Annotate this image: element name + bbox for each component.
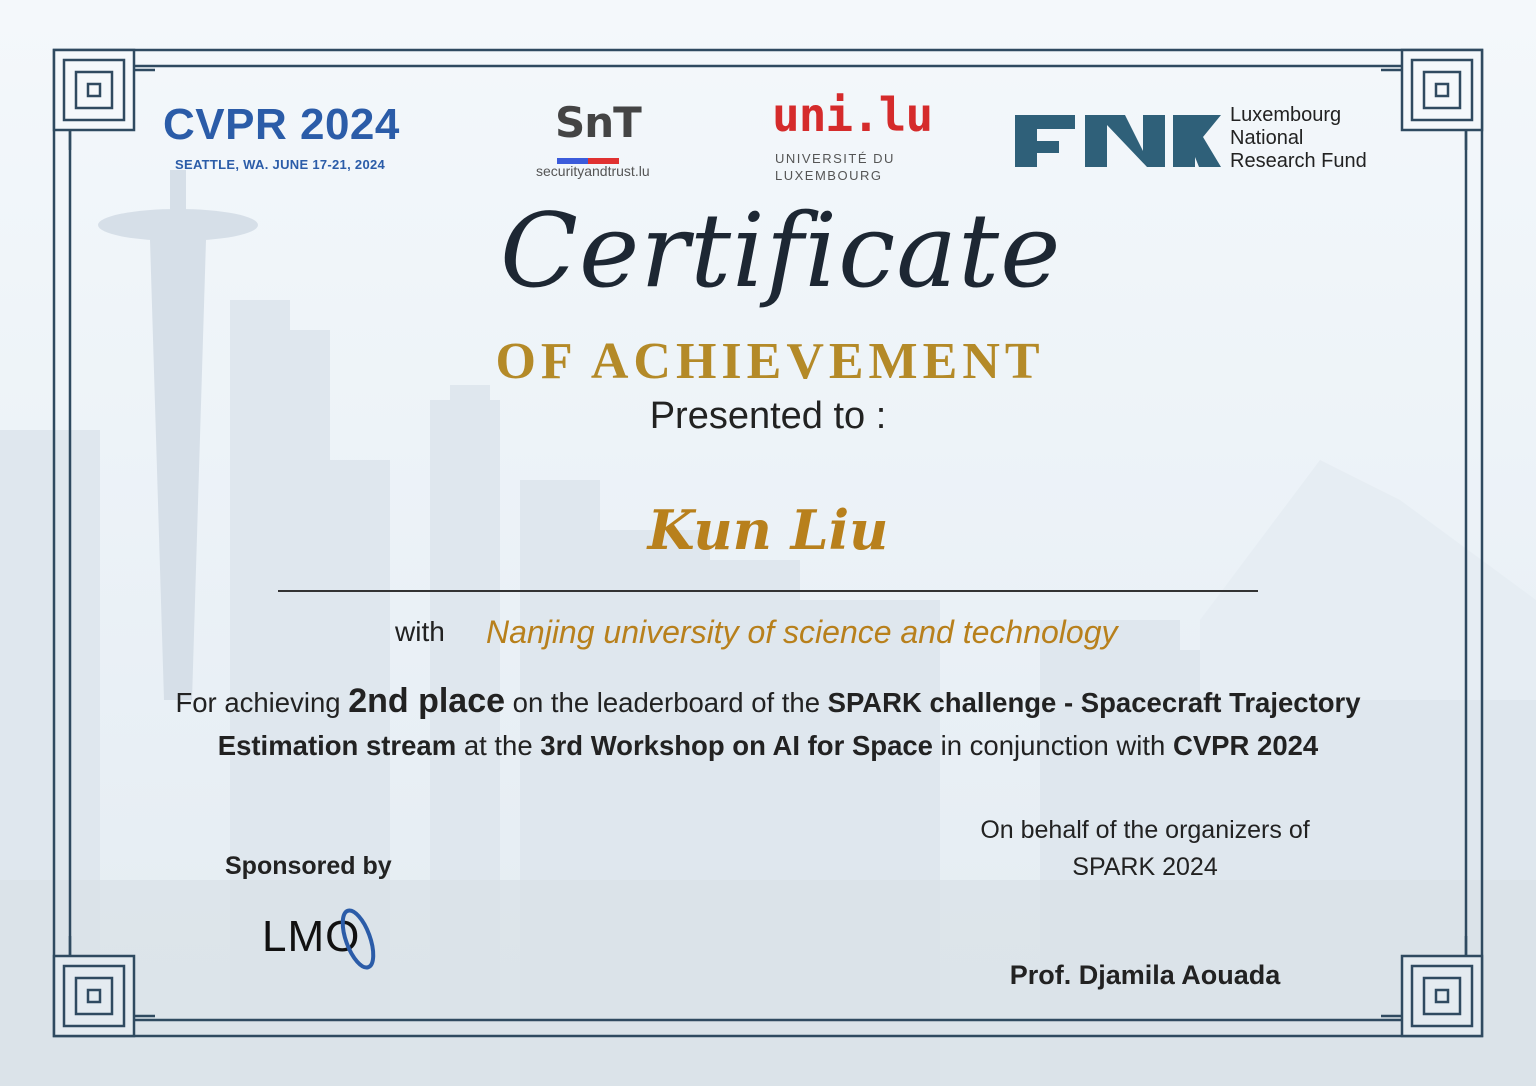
cvpr-logo-subtitle: SEATTLE, WA. JUNE 17-21, 2024	[175, 157, 386, 172]
description-part2: on the leaderboard of the	[512, 687, 828, 718]
recipient-affiliation: Nanjing university of science and technology	[486, 614, 1118, 650]
behalf-line2: SPARK 2024	[1072, 853, 1218, 881]
workshop-name: 3rd Workshop on AI for Space	[540, 730, 933, 761]
snt-logo-bar	[557, 151, 619, 157]
recipient-name: Kun Liu	[647, 498, 889, 562]
unilu-logo-line1: UNIVERSITÉ DU	[775, 151, 895, 166]
description-part3: at the	[456, 730, 541, 761]
achievement-description	[140, 680, 1396, 767]
behalf-line1: On behalf of the organizers of	[980, 816, 1310, 844]
unilu-logo: uni.lu	[772, 88, 933, 142]
certificate-subtitle: OF ACHIEVEMENT	[495, 333, 1045, 390]
conference-name: CVPR 2024	[1172, 730, 1319, 761]
cvpr-logo-title: CVPR 2024	[163, 100, 400, 149]
with-label: with	[395, 616, 445, 647]
description-part4: in conjunction with	[932, 730, 1173, 761]
fnr-logo-line1: Luxembourg	[1230, 104, 1342, 126]
name-underline	[278, 590, 1258, 592]
fnr-logo-line3: Research Fund	[1230, 150, 1367, 172]
signer-name: Prof. Djamila Aouada	[1009, 960, 1281, 990]
fnr-logo-icon	[1015, 107, 1225, 169]
placement-text: 2nd place	[348, 682, 506, 720]
snt-logo-subtitle: securityandtrust.lu	[536, 163, 650, 179]
certificate-title: Certificate	[500, 192, 1062, 311]
lmo-ring-icon	[336, 903, 380, 975]
fnr-logo-line2: National	[1230, 127, 1304, 149]
sponsored-by-label: Sponsored by	[225, 852, 392, 880]
unilu-logo-line2: LUXEMBOURG	[775, 168, 883, 183]
description-part1: For achieving	[175, 687, 349, 718]
lmo-logo: LMO	[262, 912, 361, 961]
presented-to-label: Presented to :	[649, 395, 887, 437]
challenge-name: SPARK challenge - Spacecraft Trajectory Estimation stream	[217, 687, 1361, 761]
snt-logo: SnT	[555, 98, 641, 147]
